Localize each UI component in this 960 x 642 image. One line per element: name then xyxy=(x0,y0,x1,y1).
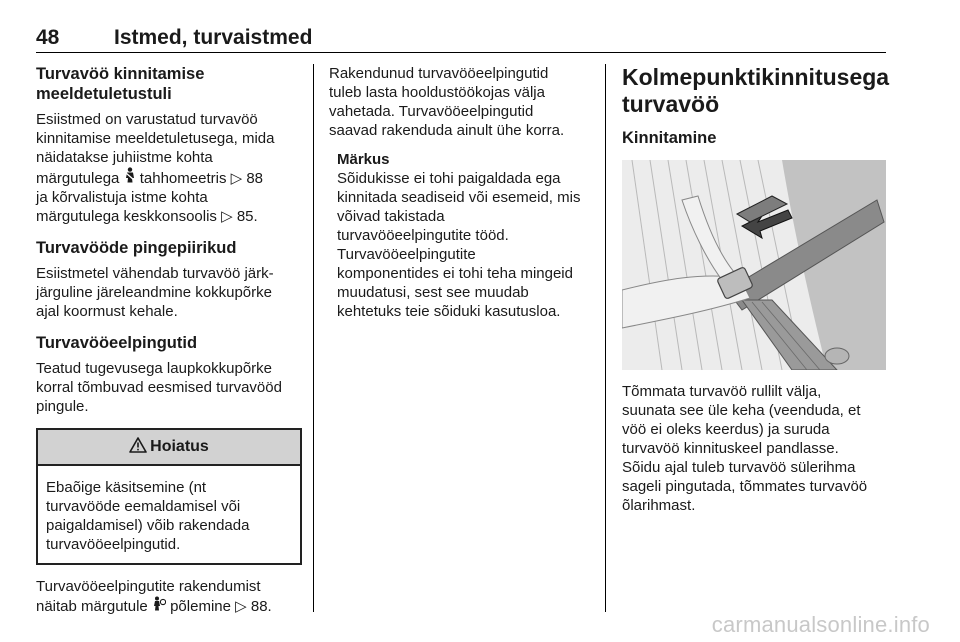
page-reference[interactable]: 88. xyxy=(250,598,272,615)
page-reference[interactable]: 85. xyxy=(236,208,258,225)
indicator-text: põlemine xyxy=(170,598,231,615)
page-number: 48 xyxy=(36,26,60,49)
seatbelt-buckling-illustration xyxy=(622,160,886,370)
reminder-text: tahhomeetris xyxy=(139,170,227,187)
warning-text: Ebaõige käsitsemine (nt turvavööde eemaldamisel või paigaldamisel) võib rakendada turvavööeelpingutid. xyxy=(46,479,250,553)
section-heading-reminder: Turvavöö kinnitamise meeldetuletustuli xyxy=(36,65,205,103)
reminder-paragraph xyxy=(36,110,300,226)
seatbelt-reminder-icon xyxy=(124,167,136,188)
warning-triangle-icon xyxy=(129,437,147,458)
note-heading: Märkus xyxy=(337,151,390,168)
fastening-instructions: Tõmmata turvavöö rullilt välja, suunata see üle keha (veenduda, et vöö ei oleks keerdus) ja suruda turvavöö kinnituskeel pandlasse. Sõidu ajal tuleb turvavöö sülerihma sageli pingutada, tõmmates turvavöö õlarihmast. xyxy=(622,383,868,514)
section-heading-pretensioners: Turvavööeelpingutid xyxy=(36,334,198,352)
column-divider xyxy=(313,64,314,612)
warning-body xyxy=(38,466,300,563)
column-divider xyxy=(605,64,606,612)
note-text: Sõidukisse ei tohi paigaldada ega kinnitada seadiseid või esemeid, mis võivad takistada turvavööeelpingutite tööd. Turvavööeelpingutite komponentides ei tohi teha mingeid muudatusi, sest see muudab kehtetuks teie sõiduki kasutusloa. xyxy=(337,170,581,320)
warning-header xyxy=(38,430,300,466)
subheading-fastening: Kinnitamine xyxy=(622,129,717,147)
page-reference-icon: ▷ xyxy=(230,170,243,187)
pretensioner-indicator-paragraph xyxy=(36,577,300,616)
column-left xyxy=(36,64,300,616)
warning-box xyxy=(36,428,302,565)
column-right xyxy=(622,64,890,515)
replacement-text: Rakendunud turvavööeelpingutid tuleb lasta hooldustöökojas välja vahetada. Turvavööeelpingutid saavad rakenduda ainult ühe korra. xyxy=(329,65,565,139)
page-header xyxy=(36,26,886,53)
chapter-title: Istmed, turvaistmed xyxy=(114,26,313,49)
page-reference-icon: ▷ xyxy=(221,208,233,225)
warning-title: Hoiatus xyxy=(150,438,209,455)
indicator-text: Turvavööeelpingutite rakendumist näitab märgutule xyxy=(36,578,261,615)
note-block xyxy=(329,150,595,321)
section-heading-three-point-belt: Kolmepunktikinnitusega turvavöö xyxy=(622,64,890,117)
airbag-pretensioner-icon xyxy=(152,596,166,616)
page-reference[interactable]: 88 xyxy=(246,170,264,187)
watermark: carmanualsonline.info xyxy=(711,612,930,637)
pretensioners-text: Teatud tugevusega laupkokkupõrke korral tõmbuvad eesmised turvavööd pingule. xyxy=(36,360,282,415)
reminder-text: Esiistmed on varustatud turvavöö kinnitamise meeldetuletusega, mida näidatakse juhiistme kohta märgutulega xyxy=(36,111,275,187)
load-limiters-text: Esiistmetel vähendab turvavöö järk- järguline järeleandmine kokkupõrke ajal koormust kehale. xyxy=(36,265,274,320)
reminder-text: ja kõrvalistuja istme kohta märgutulega keskkonsoolis xyxy=(36,189,217,225)
section-heading-load-limiters: Turvavööde pingepiirikud xyxy=(36,239,237,257)
page-reference-icon: ▷ xyxy=(235,598,247,615)
column-middle xyxy=(329,64,595,321)
